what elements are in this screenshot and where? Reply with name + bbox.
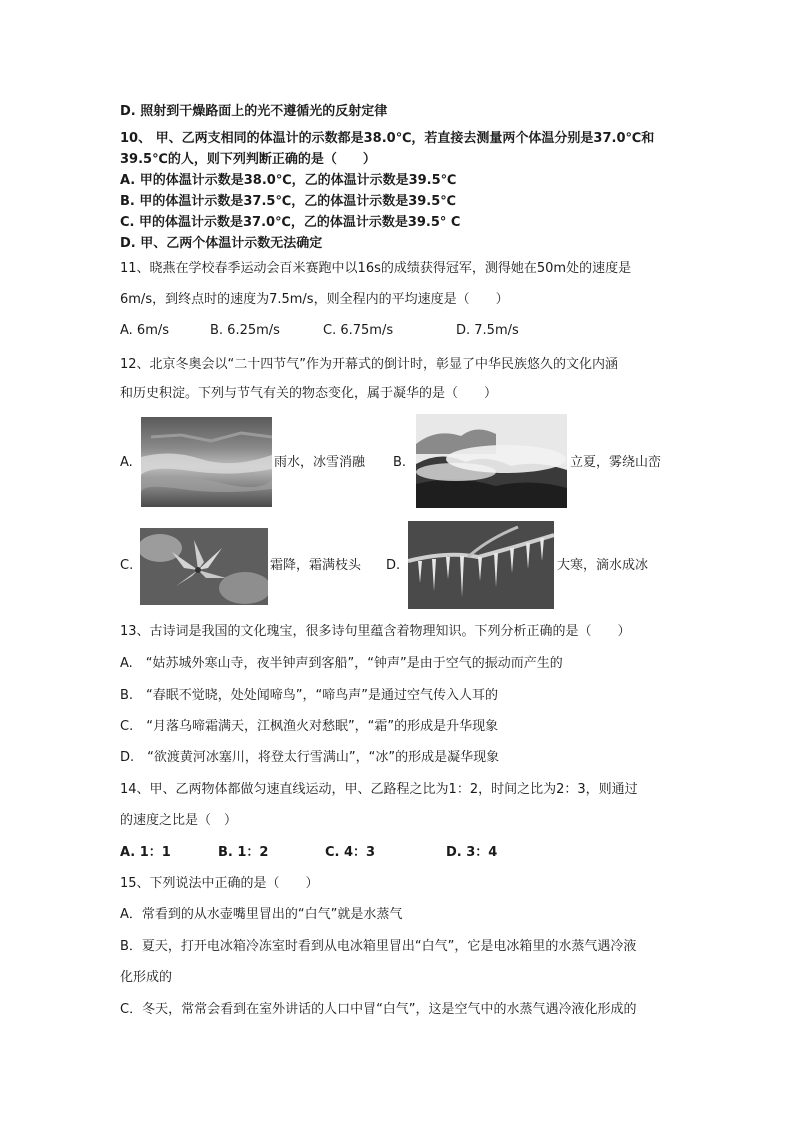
q12-option-a-letter: A. <box>120 455 133 470</box>
q12-stem-line2: 和历史积淀。下列与节气有关的物态变化，属于凝华的是（ ） <box>120 386 498 401</box>
q12-option-d-caption: 大寒，滴水成冰 <box>557 558 649 573</box>
q10-option-b: B. 甲的体温计示数是37.5℃，乙的体温计示数是39.5℃ <box>120 194 457 209</box>
q12-option-c-caption: 霜降，霜满枝头 <box>270 558 362 573</box>
q14-option-c: C. 4：3 <box>325 845 376 860</box>
q15-option-b-line1: B．夏天，打开电冰箱冷冻室时看到从电冰箱里冒出“白气”，它是电冰箱里的水蒸气遇冷液 <box>120 939 637 954</box>
q11-stem-line1: 11、晓燕在学校春季运动会百米赛跑中以16s的成绩获得冠军，测得她在50m处的速度是 <box>120 261 632 276</box>
q13-option-a: A. “姑苏城外寒山寺，夜半钟声到客船”，“钟声”是由于空气的振动而产生的 <box>120 656 563 671</box>
q12-option-b-caption: 立夏，雾绕山峦 <box>570 455 662 470</box>
q15-stem: 15、下列说法中正确的是（ ） <box>120 876 319 891</box>
q14-option-d: D. 3：4 <box>446 845 498 860</box>
q11-stem-line2: 6m/s，到终点时的速度为7.5m/s，则全程内的平均速度是（ ） <box>120 292 509 307</box>
q12-stem-line1: 12、北京冬奥会以“二十四节气”作为开幕式的倒计时，彰显了中华民族悠久的文化内涵 <box>120 357 619 372</box>
q14-option-a: A. 1：1 <box>120 845 171 860</box>
q12-option-b-letter: B. <box>393 455 407 470</box>
q13-option-d: D. “欲渡黄河冰塞川，将登太行雪满山”，“冰”的形成是凝华现象 <box>120 750 500 765</box>
icicles-branch-image <box>408 521 554 609</box>
q11-option-c: C. 6.75m/s <box>323 323 394 338</box>
q11-option-b: B. 6.25m/s <box>210 323 280 338</box>
q11-option-a: A. 6m/s <box>120 323 170 338</box>
q10-stem-line1: 10、 甲、乙两支相同的体温计的示数都是38.0℃，若直接去测量两个体温分别是37.0℃和 <box>120 131 655 146</box>
q9-option-d: D. 照射到干燥路面上的光不遵循光的反射定律 <box>120 104 388 119</box>
q15-option-a: A．常看到的从水壶嘴里冒出的“白气”就是水蒸气 <box>120 907 403 922</box>
q14-stem-line1: 14、甲、乙两物体都做匀速直线运动，甲、乙路程之比为1：2，时间之比为2：3，则通过 <box>120 782 638 797</box>
q12-option-c-letter: C. <box>120 558 134 573</box>
q10-option-a: A. 甲的体温计示数是38.0℃，乙的体温计示数是39.5℃ <box>120 173 457 188</box>
q13-option-c: C. “月落乌啼霜满天，江枫渔火对愁眠”，“霜”的形成是升华现象 <box>120 719 499 734</box>
q14-stem-line2: 的速度之比是（ ） <box>120 813 238 828</box>
q10-option-c: C. 甲的体温计示数是37.0℃，乙的体温计示数是39.5° C <box>120 215 461 230</box>
q12-option-a-caption: 雨水，冰雪消融 <box>274 455 366 470</box>
q10-option-d: D. 甲、乙两个体温计示数无法确定 <box>120 236 323 251</box>
q10-stem-line2: 39.5℃的人，则下列判断正确的是（ ） <box>120 152 376 167</box>
q13-option-b: B. “春眠不觉晓，处处闻啼鸟”，“啼鸟声”是通过空气传入人耳的 <box>120 688 498 703</box>
q12-option-d-letter: D. <box>386 558 401 573</box>
melting-ice-image <box>141 417 272 507</box>
q13-stem: 13、古诗词是我国的文化瑰宝，很多诗句里蕴含着物理知识。下列分析正确的是（ ） <box>120 624 631 639</box>
q15-option-c: C．冬天，常常会看到在室外讲话的人口中冒“白气”，这是空气中的水蒸气遇冷液化形成的 <box>120 1002 637 1017</box>
frosted-leaves-image <box>140 528 268 605</box>
q15-option-b-line2: 化形成的 <box>120 970 173 985</box>
fog-mountains-image <box>416 414 567 508</box>
q11-option-d: D. 7.5m/s <box>456 323 519 338</box>
q14-option-b: B. 1：2 <box>218 845 269 860</box>
